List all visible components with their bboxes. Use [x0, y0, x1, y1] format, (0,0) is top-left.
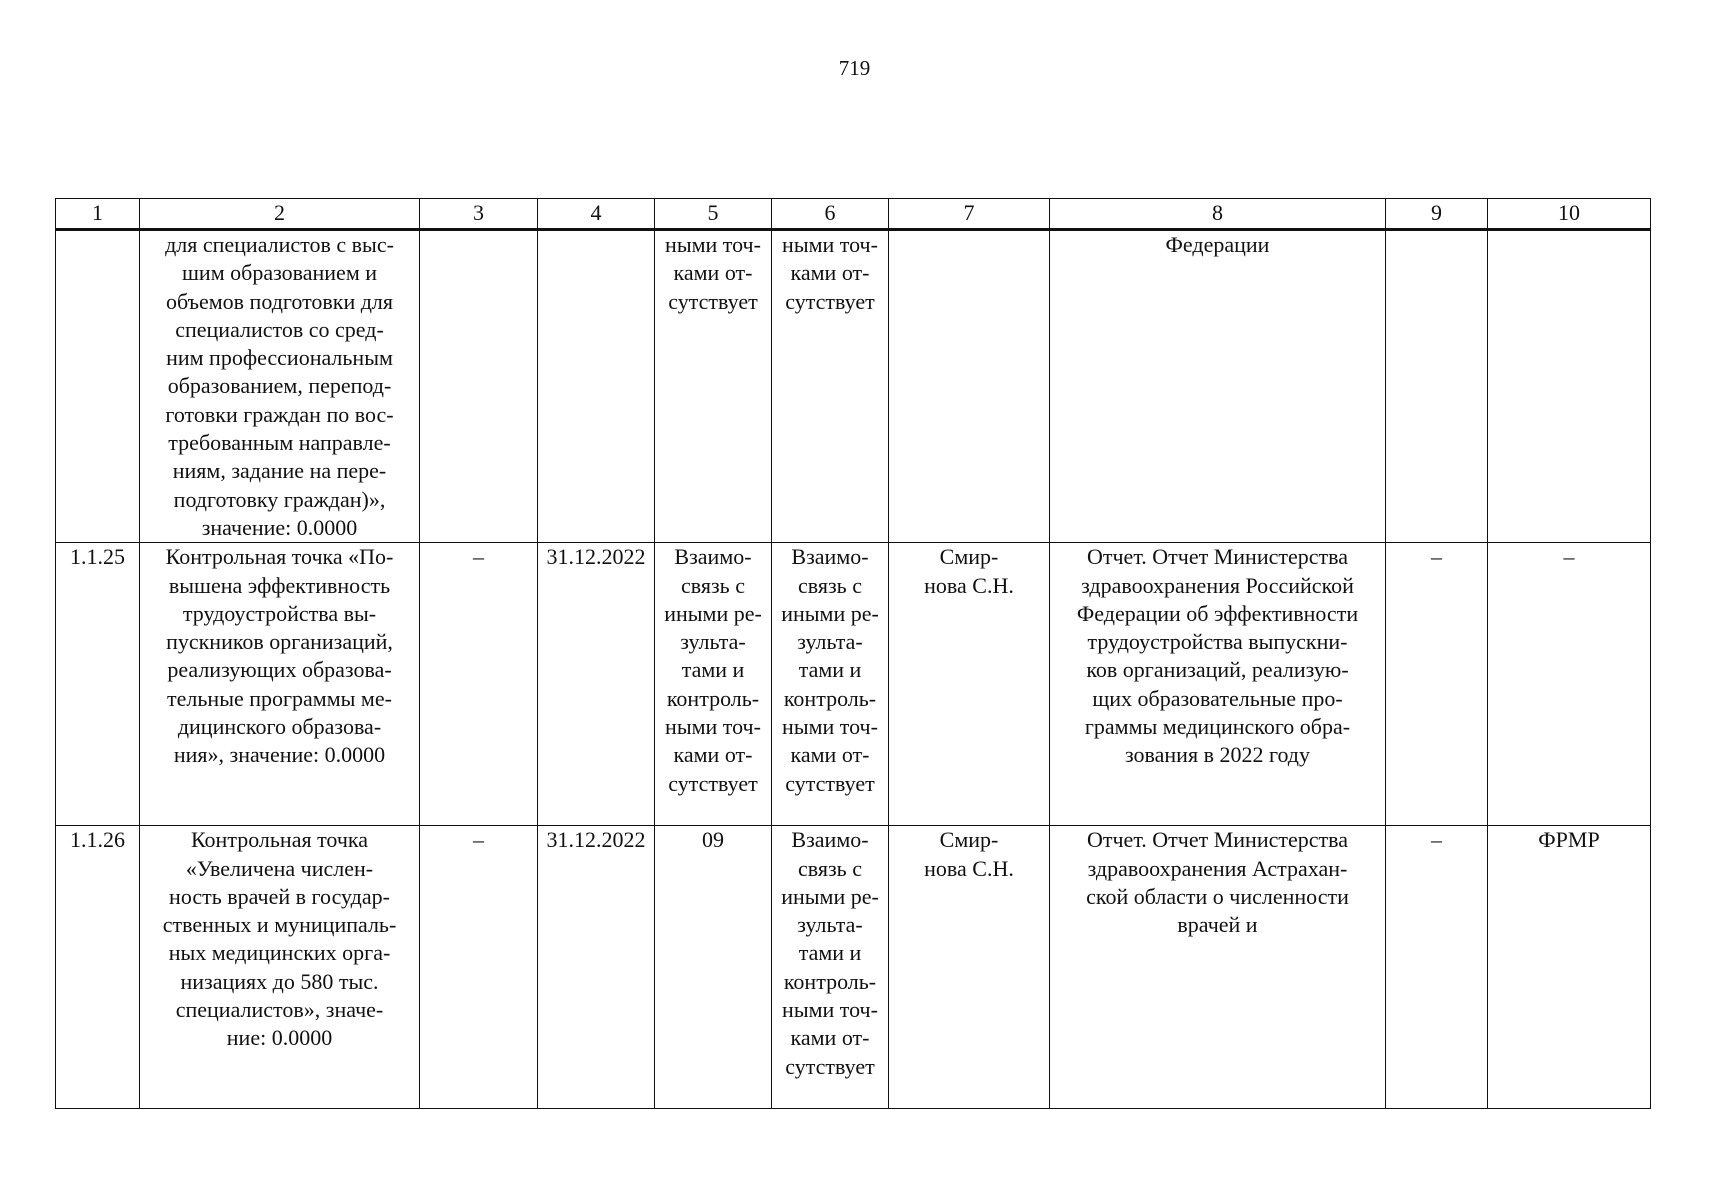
cell-responsible: Смир- нова С.Н.	[889, 826, 1050, 1109]
table-row	[56, 826, 1651, 1109]
cell-col5: 09	[655, 826, 772, 1109]
document-table	[55, 198, 1651, 1109]
cell-description: для специалистов с выс- шим образованием и объемов подготовки для специалистов со сред- ним профессиональным образованием, перепод- готовки граждан по вос- требованным направле- ниям, задание на пере- подготовку граждан)», значение: 0.0000	[140, 230, 420, 543]
cell-col10: ФРМР	[1488, 826, 1651, 1109]
cell-number: 1.1.25	[56, 543, 140, 826]
cell-date	[538, 230, 655, 543]
cell-date: 31.12.2022	[538, 543, 655, 826]
column-header-8: 8	[1050, 199, 1386, 230]
table-row	[56, 543, 1651, 826]
page-number: 719	[838, 56, 871, 80]
cell-document: Федерации	[1050, 230, 1386, 543]
cell-col9: –	[1386, 543, 1488, 826]
cell-number: 1.1.26	[56, 826, 140, 1109]
cell-col9: –	[1386, 826, 1488, 1109]
column-header-10: 10	[1488, 199, 1651, 230]
cell-col5: Взаимо- связь с иными ре- зульта- тами и контроль- ными точ- ками от- сутствует	[655, 543, 772, 826]
column-header-4: 4	[538, 199, 655, 230]
column-header-2: 2	[140, 199, 420, 230]
cell-document: Отчет. Отчет Министерства здравоохранения Астрахан- ской области о численности врачей и	[1050, 826, 1386, 1109]
cell-responsible	[889, 230, 1050, 543]
cell-number	[56, 230, 140, 543]
cell-col6: ными точ- ками от- сутствует	[772, 230, 889, 543]
cell-col3: –	[420, 826, 538, 1109]
cell-description: Контрольная точка «По- вышена эффективность трудоустройства вы- пускников организаций, реализующих образова- тельные программы ме- дицинского образова- ния», значение: 0.0000	[140, 543, 420, 826]
cell-responsible: Смир- нова С.Н.	[889, 543, 1050, 826]
cell-col6: Взаимо- связь с иными ре- зульта- тами и контроль- ными точ- ками от- сутствует	[772, 543, 889, 826]
cell-description: Контрольная точка «Увеличена числен- ность врачей в государ- ственных и муниципаль- ных медицинских орга- низациях до 580 тыс. специалистов», значе- ние: 0.0000	[140, 826, 420, 1109]
column-header-5: 5	[655, 199, 772, 230]
column-header-3: 3	[420, 199, 538, 230]
cell-col5: ными точ- ками от- сутствует	[655, 230, 772, 543]
table-row	[56, 230, 1651, 543]
cell-col3: –	[420, 543, 538, 826]
column-header-7: 7	[889, 199, 1050, 230]
cell-date: 31.12.2022	[538, 826, 655, 1109]
cell-col3	[420, 230, 538, 543]
cell-col9	[1386, 230, 1488, 543]
cell-document: Отчет. Отчет Министерства здравоохранения Российской Федерации об эффективности трудоустройства выпускни- ков организаций, реализую- щих образовательные про- граммы медицинского обра- зования в 2022 году	[1050, 543, 1386, 826]
cell-col10	[1488, 230, 1651, 543]
column-header-6: 6	[772, 199, 889, 230]
cell-col6: Взаимо- связь с иными ре- зульта- тами и контроль- ными точ- ками от- сутствует	[772, 826, 889, 1109]
cell-col10: –	[1488, 543, 1651, 826]
column-header-1: 1	[56, 199, 140, 230]
header-row	[56, 199, 1651, 230]
column-header-9: 9	[1386, 199, 1488, 230]
